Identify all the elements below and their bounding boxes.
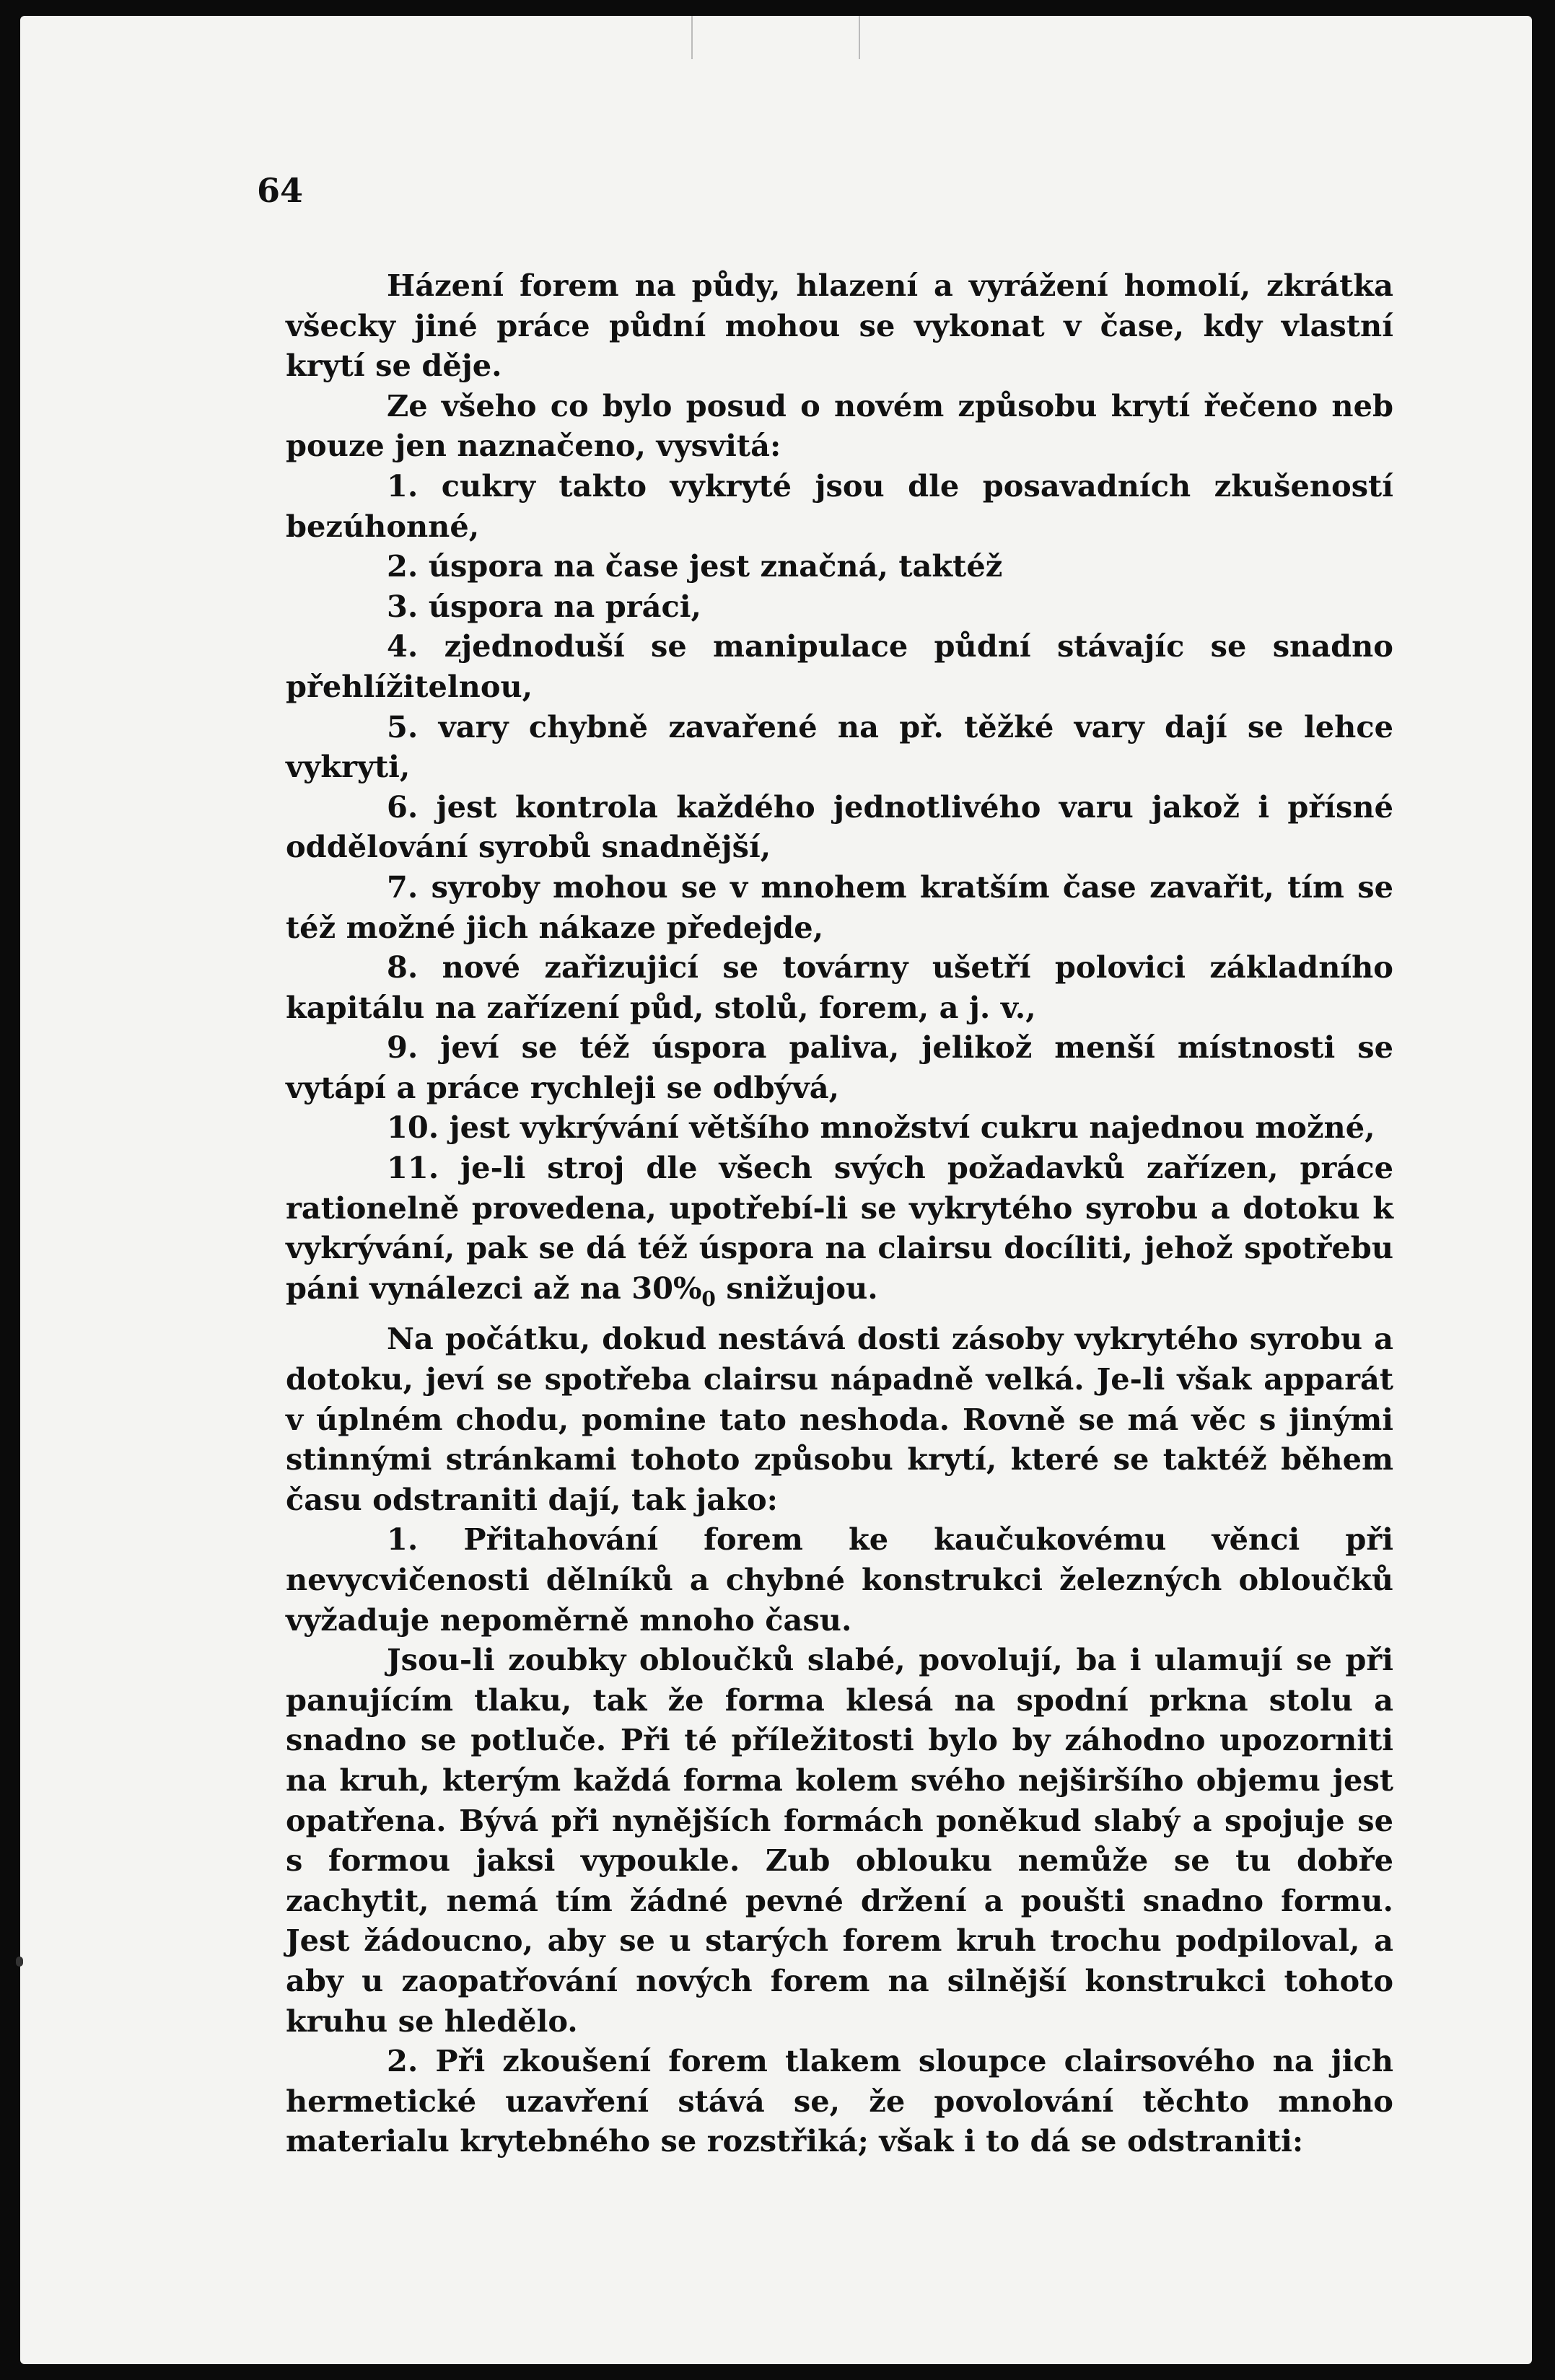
scanned-page (20, 16, 1532, 2364)
percent-subscript: 0 (701, 1286, 716, 1311)
binding-mark (691, 16, 860, 59)
paragraph: Házení forem na půdy, hlazení a vyrážení homolí, zkrátka všecky jiné práce půdní mohou se vykonat v čase, kdy vlastní krytí se děje. (286, 268, 1393, 384)
body-text (286, 265, 1393, 2161)
list-item (286, 1148, 1393, 1319)
list-item: 10. jest vykrývání většího množství cukru najednou možné, (387, 1110, 1375, 1146)
list-item: 2. Při zkoušení forem tlakem sloupce clairsového na jich hermetické uzavření stává se, že povolování těchto mnoho materialu krytebného se rozstřiká; však i to dá se odstraniti: (286, 2043, 1393, 2159)
list-item: 9. jeví se též úspora paliva, jelikož menší místnosti se vytápí a práce rychleji se odbývá, (286, 1029, 1393, 1105)
paragraph: Na počátku, dokud nestává dosti zásoby vykrytého syrobu a dotoku, jeví se spotřeba clairsu nápadně velká. Je-li však apparát v úplném chodu, pomine tato neshoda. Rovně se má věc s jinými stinnými stránkami tohoto způsobu krytí, které se taktéž během času odstraniti dají, tak jako: (286, 1321, 1393, 1517)
list-item: 1. Přitahování forem ke kaučukovému věnci při nevycvičenosti dělníků a chybné konstrukci železných obloučků vyžaduje nepoměrně mnoho času. (286, 1521, 1393, 1638)
page-number: 64 (257, 171, 304, 210)
percent-sign: % (673, 1270, 702, 1306)
scan-speck (16, 1957, 23, 1967)
list-item: 2. úspora na čase jest značná, taktéž (387, 548, 1003, 584)
paragraph: Jsou-li zoubky obloučků slabé, povolují, ba i ulamují se při panujícím tlaku, tak že forma klesá na spodní prkna stolu a snadno se potluče. Při té příležitosti bylo by záhodno upozorniti na kruh, kterým každá forma kolem svého nejširšího objemu jest opatřena. Bývá při nynějších formách poněkud slabý a spojuje se s formou jaksi vypoukle. Zub oblouku nemůže se tu dobře zachytit, nemá tím žádné pevné držení a poušti snadno formu. Jest žádoucno, aby se u starých forem kruh trochu podpiloval, a aby u zaopatřování nových forem na silnější konstrukci tohoto kruhu se hledělo. (286, 1642, 1393, 2039)
list-item: 8. nové zařizujicí se továrny ušetří polovici základního kapitálu na zařízení půd, stolů, forem, a j. v., (286, 949, 1393, 1025)
list-item-text: 11. je-li stroj dle všech svých požadavků zařízen, práce rationelně provedena, upotřebí-li se vykrytého syrobu a dotoku k vykrývání, pak se dá též úspora na clairsu docíliti, jehož spotřebu páni vynálezci až na 30 (286, 1150, 1393, 1306)
list-item: 3. úspora na práci, (387, 588, 701, 624)
list-item: 4. zjednoduší se manipulace půdní stávajíc se snadno přehlížitelnou, (286, 628, 1393, 704)
list-item: 1. cukry takto vykryté jsou dle posavadních zkušeností bezúhonné, (286, 467, 1393, 544)
paragraph: Ze všeho co bylo posud o novém způsobu krytí řečeno neb pouze jen naznačeno, vysvitá: (286, 387, 1393, 464)
list-item: 7. syroby mohou se v mnohem kratším čase zavařit, tím se též možné jich nákaze předejde, (286, 869, 1393, 945)
list-item: 6. jest kontrola každého jednotlivého varu jakož i přísné oddělování syrobů snadnější, (286, 789, 1393, 865)
list-item: 5. vary chybně zavařené na př. těžké vary dají se lehce vykryti, (286, 708, 1393, 785)
list-item-tail: snižujou. (715, 1270, 878, 1306)
